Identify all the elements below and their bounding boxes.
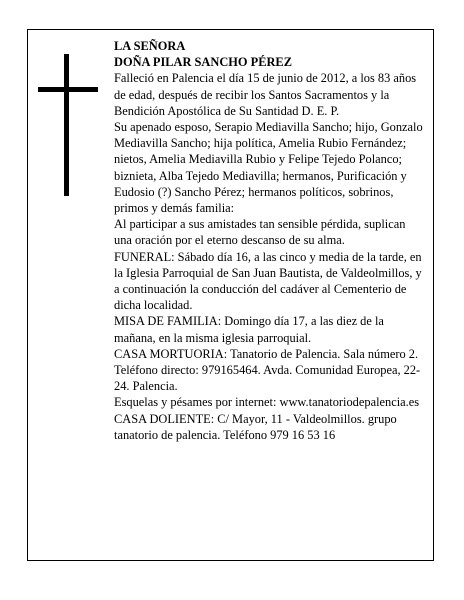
family-mass-details: MISA DE FAMILIA: Domingo día 17, a las diez de la mañana, en la misma iglesia parroquial. — [114, 314, 384, 345]
funeral-details: FUNERAL: Sábado día 16, a las cinco y media de la tarde, en la Iglesia Parroquial de San Juan Bautista, de Valdeolmillos, y a continuación la conducción del cadáver al Cementerio de dicha localidad. — [114, 249, 422, 313]
deceased-name: DOÑA PILAR SANCHO PÉREZ — [114, 55, 292, 70]
cross-vertical-bar — [64, 54, 69, 196]
online-condolences: Esquelas y pésames por internet: www.tanatoriodepalencia.es — [114, 395, 420, 410]
family-home-details: CASA DOLIENTE: C/ Mayor, 11 - Valdeolmillos. grupo tanatorio de palencia. Teléfono 979 16 53 16 — [114, 411, 397, 442]
prayer-request: Al participar a sus amistades tan sensible pérdida, suplican una oración por el eterno descanso de su alma. — [114, 217, 406, 248]
family-list: Su apenado esposo, Serapio Mediavilla Sancho; hijo, Gonzalo Mediavilla Sancho; hija política, Amelia Rubio Fernández; nietos, Amelia Mediavilla Rubio y Felipe Tejedo Polanco; biznieta, Alba Tejedo Mediavilla; hermanos, Purificación y Eudosio (?) Sancho Pérez; hermanos políticos, sobrinos, primos y demás familia: — [114, 120, 423, 216]
cross-horizontal-bar — [38, 87, 98, 92]
death-details: Falleció en Palencia el día 15 de junio de 2012, a los 83 años de edad, después de recibir los Santos Sacramentos y la Bendición Apostólica de Su Santidad D. E. P. — [114, 71, 417, 118]
obituary-heading: LA SEÑORA — [114, 39, 186, 53]
funeral-home-details: CASA MORTUORIA: Tanatorio de Palencia. Sala número 2. Teléfono directo: 979165464. Avda. Comunidad Europea, 22-24. Palencia. — [114, 346, 421, 394]
obituary-text — [114, 38, 426, 443]
